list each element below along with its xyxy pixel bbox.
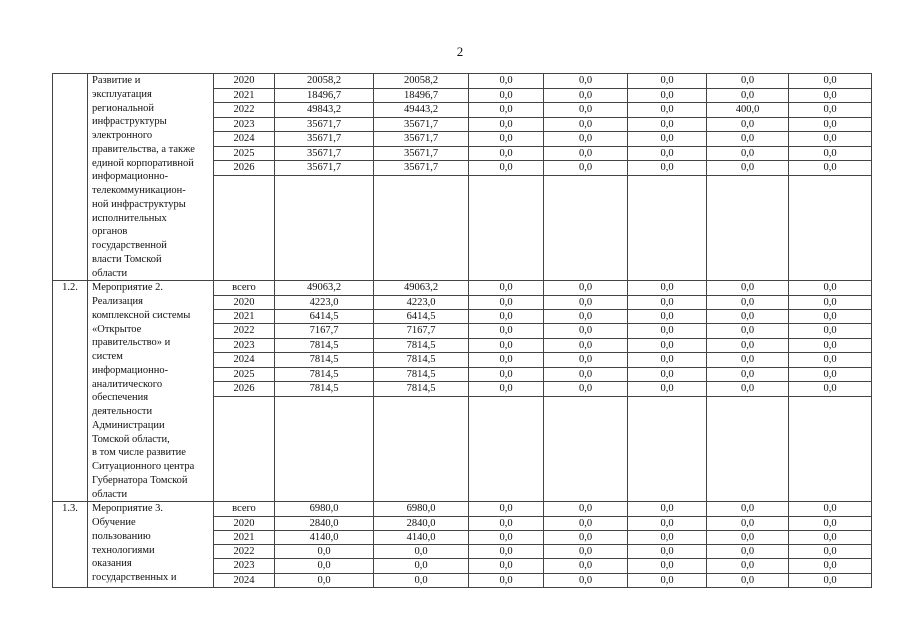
value-cell: 0,0: [789, 573, 872, 587]
empty-cell: [628, 175, 707, 280]
year-cell: 2023: [214, 559, 275, 573]
value-cell: 0,0: [469, 117, 544, 132]
value-cell: 0,0: [789, 530, 872, 544]
value-cell: 0,0: [707, 310, 789, 324]
value-cell: 35671,7: [374, 117, 469, 132]
value-cell: 0,0: [707, 117, 789, 132]
value-cell: 0,0: [469, 559, 544, 573]
empty-cell: [628, 396, 707, 502]
value-cell: 0,0: [469, 146, 544, 161]
value-cell: 0,0: [469, 88, 544, 103]
value-cell: 0,0: [544, 502, 628, 516]
value-cell: 0,0: [544, 324, 628, 338]
value-cell: 0,0: [707, 132, 789, 147]
value-cell: 0,0: [789, 132, 872, 147]
value-cell: 0,0: [544, 88, 628, 103]
year-cell: 2023: [214, 338, 275, 352]
value-cell: 0,0: [789, 103, 872, 118]
value-cell: 0,0: [469, 530, 544, 544]
value-cell: 0,0: [469, 545, 544, 559]
value-cell: 0,0: [628, 88, 707, 103]
value-cell: 20058,2: [275, 74, 374, 89]
value-cell: 0,0: [707, 146, 789, 161]
empty-cell: [469, 175, 544, 280]
value-cell: 0,0: [789, 353, 872, 367]
value-cell: 0,0: [789, 295, 872, 309]
year-cell: 2021: [214, 88, 275, 103]
value-cell: 0,0: [707, 382, 789, 396]
value-cell: 0,0: [707, 161, 789, 176]
value-cell: 0,0: [707, 545, 789, 559]
value-cell: 0,0: [707, 559, 789, 573]
value-cell: 0,0: [275, 559, 374, 573]
value-cell: 0,0: [469, 502, 544, 516]
value-cell: 7814,5: [275, 382, 374, 396]
value-cell: 0,0: [707, 88, 789, 103]
value-cell: 0,0: [469, 338, 544, 352]
empty-cell: [469, 396, 544, 502]
value-cell: 0,0: [469, 353, 544, 367]
value-cell: 4223,0: [275, 295, 374, 309]
empty-cell: [275, 396, 374, 502]
value-cell: 0,0: [628, 530, 707, 544]
value-cell: 7814,5: [374, 353, 469, 367]
item-name: Мероприятие 3. Обучение пользованию технологиями оказания государственных и: [88, 502, 214, 588]
value-cell: 0,0: [544, 382, 628, 396]
value-cell: 0,0: [789, 324, 872, 338]
value-cell: 0,0: [544, 516, 628, 530]
value-cell: 18496,7: [374, 88, 469, 103]
value-cell: 0,0: [707, 516, 789, 530]
value-cell: 0,0: [544, 146, 628, 161]
value-cell: 4223,0: [374, 295, 469, 309]
value-cell: 0,0: [789, 161, 872, 176]
value-cell: 35671,7: [374, 161, 469, 176]
year-cell: 2023: [214, 117, 275, 132]
empty-cell: [789, 175, 872, 280]
value-cell: 0,0: [628, 382, 707, 396]
year-cell: 2026: [214, 382, 275, 396]
value-cell: 0,0: [544, 559, 628, 573]
value-cell: 0,0: [789, 559, 872, 573]
empty-cell: [214, 396, 275, 502]
value-cell: 0,0: [789, 367, 872, 381]
year-cell: 2020: [214, 516, 275, 530]
item-name: Мероприятие 2. Реализация комплексной системы «Открытое правительство» и систем информационно- аналитического обеспечения деятельности Администрации Томской области, в том числе развитие Ситуационного центра Губернатора Томской области: [88, 281, 214, 502]
value-cell: 0,0: [544, 353, 628, 367]
empty-cell: [374, 175, 469, 280]
value-cell: 0,0: [628, 132, 707, 147]
value-cell: 0,0: [707, 353, 789, 367]
value-cell: 0,0: [469, 324, 544, 338]
value-cell: 49843,2: [275, 103, 374, 118]
value-cell: 35671,7: [275, 117, 374, 132]
value-cell: 0,0: [469, 367, 544, 381]
empty-cell: [544, 175, 628, 280]
year-cell: 2025: [214, 367, 275, 381]
empty-cell: [789, 396, 872, 502]
year-cell: всего: [214, 281, 275, 295]
value-cell: 0,0: [789, 516, 872, 530]
value-cell: 6414,5: [374, 310, 469, 324]
value-cell: 0,0: [469, 516, 544, 530]
value-cell: 0,0: [628, 353, 707, 367]
value-cell: 0,0: [469, 310, 544, 324]
value-cell: 0,0: [707, 338, 789, 352]
year-cell: 2024: [214, 132, 275, 147]
value-cell: 4140,0: [374, 530, 469, 544]
value-cell: 0,0: [544, 74, 628, 89]
value-cell: 0,0: [275, 545, 374, 559]
value-cell: 0,0: [374, 573, 469, 587]
value-cell: 0,0: [789, 74, 872, 89]
value-cell: 35671,7: [275, 161, 374, 176]
value-cell: 7814,5: [275, 353, 374, 367]
value-cell: 20058,2: [374, 74, 469, 89]
value-cell: 49063,2: [275, 281, 374, 295]
value-cell: 0,0: [707, 324, 789, 338]
empty-cell: [544, 396, 628, 502]
year-cell: 2020: [214, 295, 275, 309]
value-cell: 2840,0: [374, 516, 469, 530]
table-row: [53, 281, 872, 295]
value-cell: 0,0: [544, 295, 628, 309]
value-cell: 0,0: [789, 545, 872, 559]
value-cell: 0,0: [628, 559, 707, 573]
value-cell: 18496,7: [275, 88, 374, 103]
value-cell: 0,0: [707, 573, 789, 587]
year-cell: 2021: [214, 530, 275, 544]
value-cell: 0,0: [628, 74, 707, 89]
value-cell: 0,0: [789, 338, 872, 352]
value-cell: 7814,5: [275, 367, 374, 381]
value-cell: 0,0: [469, 295, 544, 309]
value-cell: 0,0: [544, 573, 628, 587]
value-cell: 0,0: [544, 103, 628, 118]
value-cell: 4140,0: [275, 530, 374, 544]
value-cell: 0,0: [628, 103, 707, 118]
value-cell: 7814,5: [374, 367, 469, 381]
value-cell: 0,0: [707, 295, 789, 309]
table-row: [53, 74, 872, 89]
value-cell: 0,0: [707, 367, 789, 381]
value-cell: 0,0: [789, 502, 872, 516]
year-cell: 2022: [214, 545, 275, 559]
year-cell: 2024: [214, 573, 275, 587]
value-cell: 0,0: [628, 281, 707, 295]
value-cell: 0,0: [628, 367, 707, 381]
empty-cell: [707, 396, 789, 502]
table-row: [53, 502, 872, 516]
value-cell: 0,0: [544, 161, 628, 176]
value-cell: 0,0: [544, 530, 628, 544]
item-number: 1.2.: [53, 281, 88, 502]
year-cell: 2024: [214, 353, 275, 367]
value-cell: 2840,0: [275, 516, 374, 530]
empty-cell: [707, 175, 789, 280]
value-cell: 0,0: [374, 559, 469, 573]
value-cell: 7167,7: [374, 324, 469, 338]
value-cell: 7814,5: [374, 338, 469, 352]
value-cell: 0,0: [628, 146, 707, 161]
empty-cell: [214, 175, 275, 280]
value-cell: 7167,7: [275, 324, 374, 338]
year-cell: 2020: [214, 74, 275, 89]
value-cell: 0,0: [544, 132, 628, 147]
value-cell: 0,0: [469, 281, 544, 295]
value-cell: 0,0: [469, 132, 544, 147]
value-cell: 0,0: [789, 281, 872, 295]
value-cell: 0,0: [628, 516, 707, 530]
value-cell: 0,0: [544, 310, 628, 324]
value-cell: 0,0: [469, 382, 544, 396]
page-number: 2: [456, 44, 464, 59]
value-cell: 0,0: [544, 117, 628, 132]
value-cell: 0,0: [628, 502, 707, 516]
value-cell: 0,0: [789, 117, 872, 132]
value-cell: 0,0: [789, 88, 872, 103]
value-cell: 0,0: [628, 310, 707, 324]
year-cell: всего: [214, 502, 275, 516]
value-cell: 6980,0: [275, 502, 374, 516]
value-cell: 0,0: [544, 367, 628, 381]
value-cell: 0,0: [275, 573, 374, 587]
value-cell: 0,0: [707, 281, 789, 295]
value-cell: 6980,0: [374, 502, 469, 516]
year-cell: 2022: [214, 324, 275, 338]
value-cell: 35671,7: [374, 132, 469, 147]
value-cell: 0,0: [544, 338, 628, 352]
value-cell: 0,0: [544, 281, 628, 295]
value-cell: 35671,7: [374, 146, 469, 161]
value-cell: 0,0: [628, 573, 707, 587]
value-cell: 0,0: [469, 74, 544, 89]
item-number: 1.3.: [53, 502, 88, 588]
value-cell: 0,0: [628, 117, 707, 132]
value-cell: 0,0: [628, 295, 707, 309]
empty-cell: [275, 175, 374, 280]
value-cell: 0,0: [628, 545, 707, 559]
value-cell: 7814,5: [374, 382, 469, 396]
value-cell: 49443,2: [374, 103, 469, 118]
year-cell: 2026: [214, 161, 275, 176]
value-cell: 35671,7: [275, 146, 374, 161]
value-cell: 0,0: [469, 573, 544, 587]
empty-cell: [374, 396, 469, 502]
value-cell: 0,0: [789, 382, 872, 396]
value-cell: 0,0: [789, 310, 872, 324]
value-cell: 6414,5: [275, 310, 374, 324]
value-cell: 0,0: [628, 338, 707, 352]
item-number: [53, 74, 88, 281]
value-cell: 49063,2: [374, 281, 469, 295]
value-cell: 7814,5: [275, 338, 374, 352]
year-cell: 2022: [214, 103, 275, 118]
value-cell: 0,0: [469, 103, 544, 118]
value-cell: 0,0: [628, 324, 707, 338]
value-cell: 0,0: [469, 161, 544, 176]
year-cell: 2021: [214, 310, 275, 324]
value-cell: 0,0: [544, 545, 628, 559]
value-cell: 0,0: [374, 545, 469, 559]
value-cell: 35671,7: [275, 132, 374, 147]
value-cell: 0,0: [628, 161, 707, 176]
value-cell: 0,0: [707, 530, 789, 544]
year-cell: 2025: [214, 146, 275, 161]
budget-table: [52, 73, 872, 588]
value-cell: 0,0: [707, 502, 789, 516]
value-cell: 400,0: [707, 103, 789, 118]
value-cell: 0,0: [707, 74, 789, 89]
value-cell: 0,0: [789, 146, 872, 161]
item-name: Развитие и эксплуатация региональной инфраструктуры электронного правительства, а также единой корпоративной информационно- телекоммуникацион- ной инфраструктуры исполнительных органов государственной власти Томской области: [88, 74, 214, 281]
